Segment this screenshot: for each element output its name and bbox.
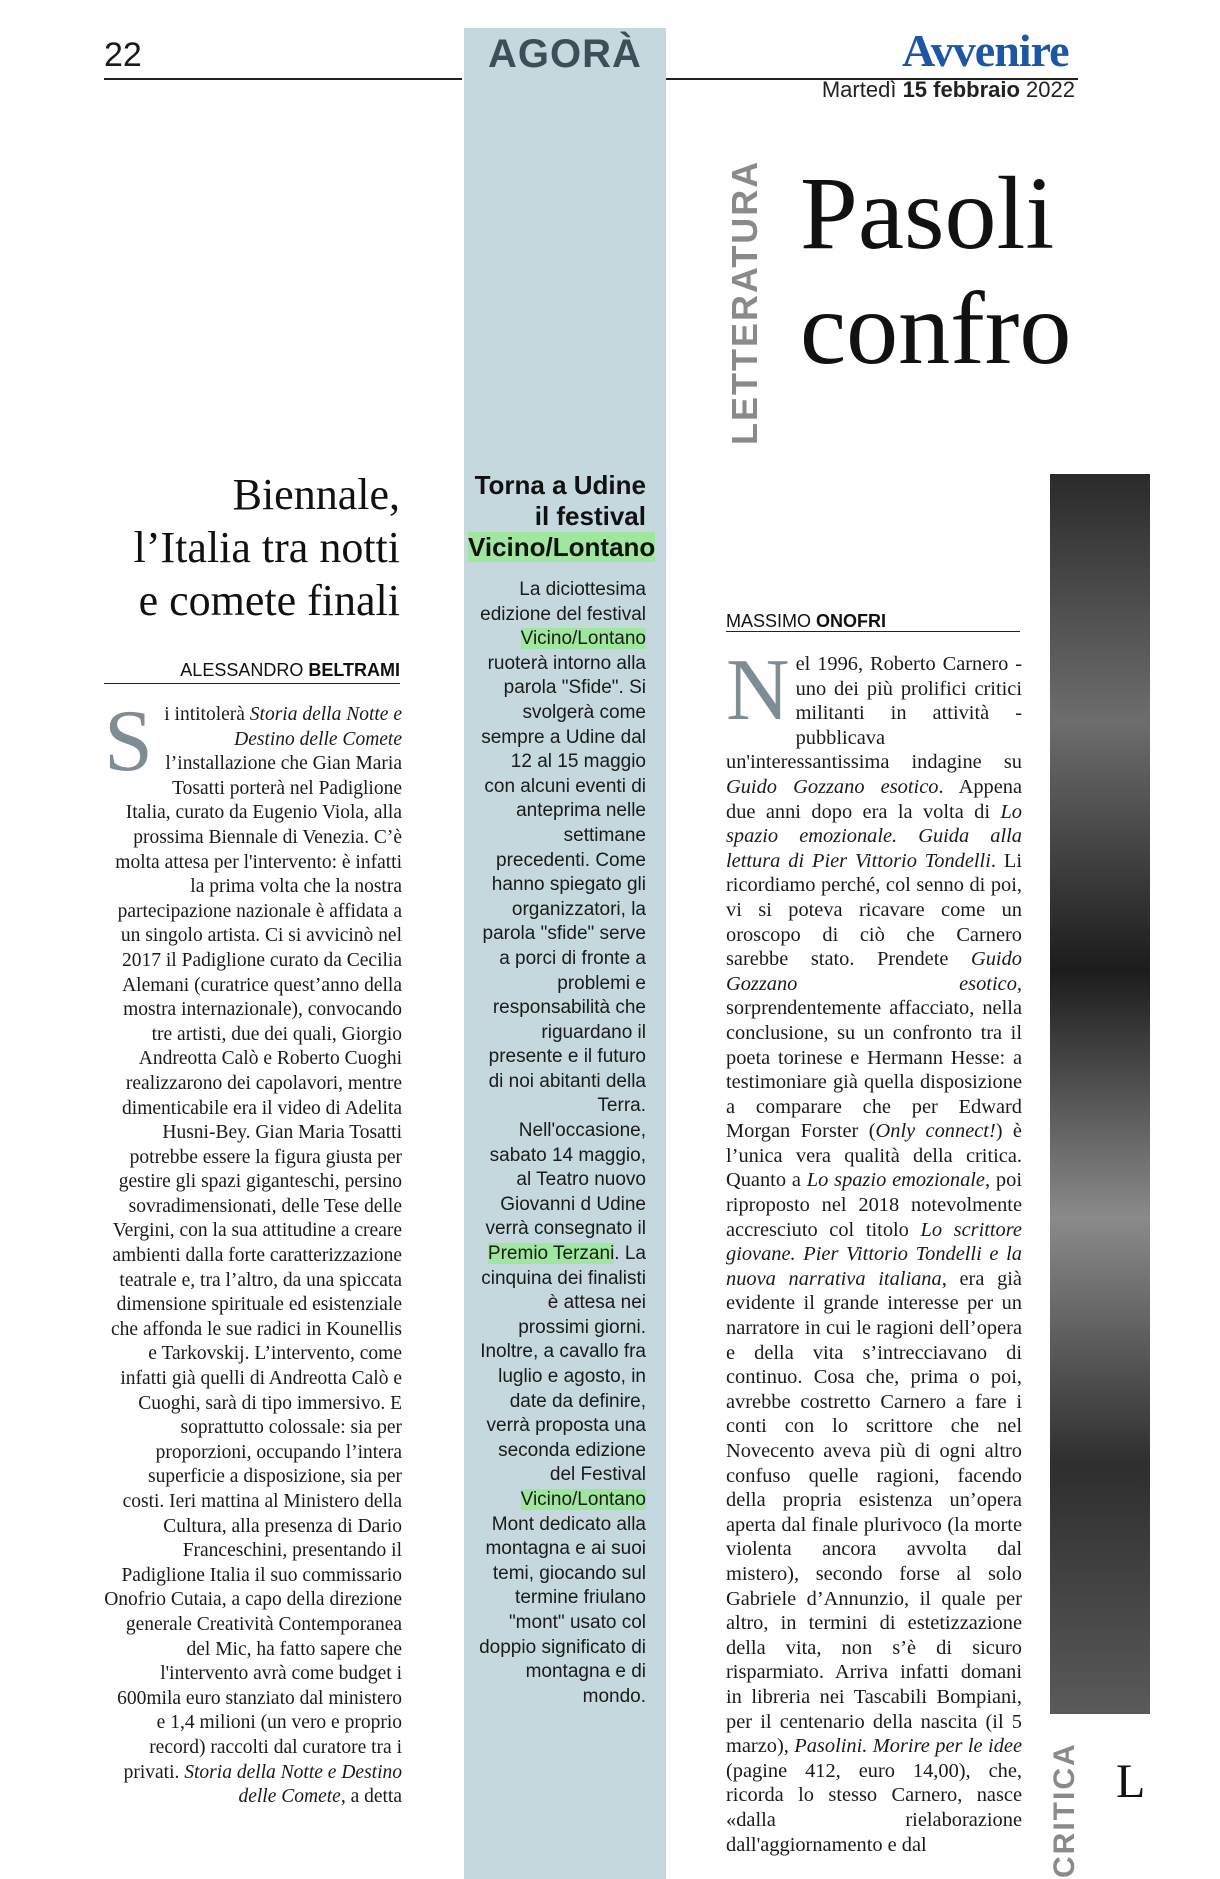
- byline-rule: [726, 631, 1020, 632]
- next-article-title-fragment: L: [1116, 1755, 1146, 1808]
- highlight: Vicino/Lontano: [520, 628, 646, 650]
- byline-rule: [104, 683, 400, 684]
- sidebar-title: Torna a Udine il festival Vicino/Lontano: [468, 470, 656, 562]
- left-article-title: Biennale, l’Italia tra notti e comete finali: [133, 470, 400, 625]
- section-label: AGORÀ: [488, 32, 642, 76]
- highlight: Premio Terzani: [487, 1243, 615, 1265]
- left-article-body: Si intitolerà Storia della Notte e Destino delle Comete l’installazione che Gian Maria Tosatti porterà nel Padiglione Italia, curato da Eugenio Viola, alla prossima Biennale di Venezia. C’è molta attesa per l'intervento: è infatti la prima volta che la nostra partecipazione nazionale è affidata a un singolo artista. Ci si avvicinò nel 2017 il Padiglione curato da Cecilia Alemani (curatrice quest’anno della mostra internazionale), convocando tre artisti, due dei quali, Giorgio Andreotta Calò e Roberto Cuoghi realizzarono dei capolavori, mentre dimenticabile era il video di Adelita Husni-Bey. Gian Maria Tosatti potrebbe essere la figura giusta per gestire gli spazi giganteschi, persino sovradimensionati, delle Tese delle Vergini, con la sua attitudine a creare ambienti dalla forte caratterizzazione teatrale e, tra l’altro, da una spiccata dimensione spirituale ed esistenziale che affonda le sue radici in Kounellis e Tarkovskij. L’intervento, come infatti già quelli di Andreotta Calò e Cuoghi, sarà di tipo immersivo. E soprattutto colossale: sia per proporzioni, occupando l’intera superficie a disposizione, sia per costi. Ieri mattina al Ministero della Cultura, alla presenza di Dario Franceschini, presentando il Padiglione Italia il suo commissario Onofrio Cutaia, a capo della direzione generale Creatività Contemporanea del Mic, ha fatto sapere che l'intervento avrà come budget i 600mila euro stanziato dal ministero e 1,4 milioni (un vero e proprio record) raccolti dal curatore tra i privati. Storia della Notte e Destino delle Comete, a detta: [104, 693, 402, 1808]
- dropcap: N: [726, 642, 790, 739]
- dropcap: S: [104, 693, 153, 790]
- page-number: 22: [104, 36, 142, 74]
- left-article-byline: ALESSANDRO BELTRAMI: [180, 660, 400, 680]
- section-vertical-label: LETTERATURA: [724, 159, 765, 445]
- highlight: Vicino/Lontano: [520, 1488, 646, 1510]
- sidebar-body: La diciottesima edizione del festival Vicino/Lontano ruoterà intorno alla parola "Sfide". Si svolgerà come sempre a Udine dal 12 al 15 maggio con alcuni eventi di anteprima nelle settimane precedenti. Come hanno spiegato gli organizzatori, la parola "sfide" serve a porci di fronte a problemi e responsabilità che riguardano il presente e il futuro di noi abitanti della Terra. Nell'occasione, sabato 14 maggio, al Teatro nuovo Giovanni d Udine verrà consegnato il Premio Terzani. La cinquina dei finalisti è attesa nei prossimi giorni. Inoltre, a cavallo fra luglio e agosto, in date da definire, verrà proposta una seconda edizione del Festival Vicino/Lontano Mont dedicato alla montagna e ai suoi temi, giocando sul termine friulano "mont" usato col doppio significato di montagna e di mondo.: [479, 579, 646, 1707]
- newspaper-logo: Avvenire: [902, 25, 1069, 76]
- highlight: Vicino/Lontano: [468, 532, 656, 562]
- main-article-byline: MASSIMO ONOFRI: [726, 611, 887, 631]
- header-rule: [104, 78, 462, 80]
- main-article-body: Nel 1996, Roberto Carnero - uno dei più prolifici critici militanti in attività - pubblicava un'interessantissima indagine su Guido Gozzano esotico. Appena due anni dopo era la volta di Lo spazio emozionale. Guida alla lettura di Pier Vittorio Tondelli. Li ricordiamo perché, col senno di poi, vi si poteva ricavare come un oroscopo di ciò che Carnero sarebbe stato. Prendete Guido Gozzano esotico, sorprendentemente affacciato, nella conclusione, su un confronto tra il poeta torinese e Hermann Hesse: a testimoniare già quella disposizione a comparare che per Edward Morgan Forster (Only connect!) è l’unica vera qualità della critica. Quanto a Lo spazio emozionale, poi riproposto nel 2018 notevolmente accresciuto col titolo Lo scrittore giovane. Pier Vittorio Tondelli e la nuova narrativa italiana, era già evidente il grande interesse per un narratore in cui le ragioni dell’opera e della vita s’intrecciavano di continuo. Cosa che, prima o poi, avrebbe costretto Carnero a fare i conti con lo scrittore che nel Novecento aveva più di ogni altro confuso quelle ragioni, facendo della propria esistenza un’opera aperta dal finale plurivoco (la morte violenta ancora avvolta dal mistero), secondo forse al solo Gabriele d’Annunzio, il quale per altro, in termini di estetizzazione della vita, non s’è di sicuro risparmiato. Arriva infatti domani in libreria nei Tascabili Bompiani, per il centenario della nascita (il 5 marzo), Pasolini. Morire per le idee (pagine 412, euro 14,00), che, ricorda lo stesso Carnero, nasce «dalla rielaborazione dall'aggiornamento e dal: [726, 642, 1023, 1856]
- main-article-title: Pasoli confro: [800, 156, 1072, 386]
- date-line: Martedì 15 febbraio 2022: [821, 77, 1075, 102]
- article-photo: [1050, 474, 1150, 1714]
